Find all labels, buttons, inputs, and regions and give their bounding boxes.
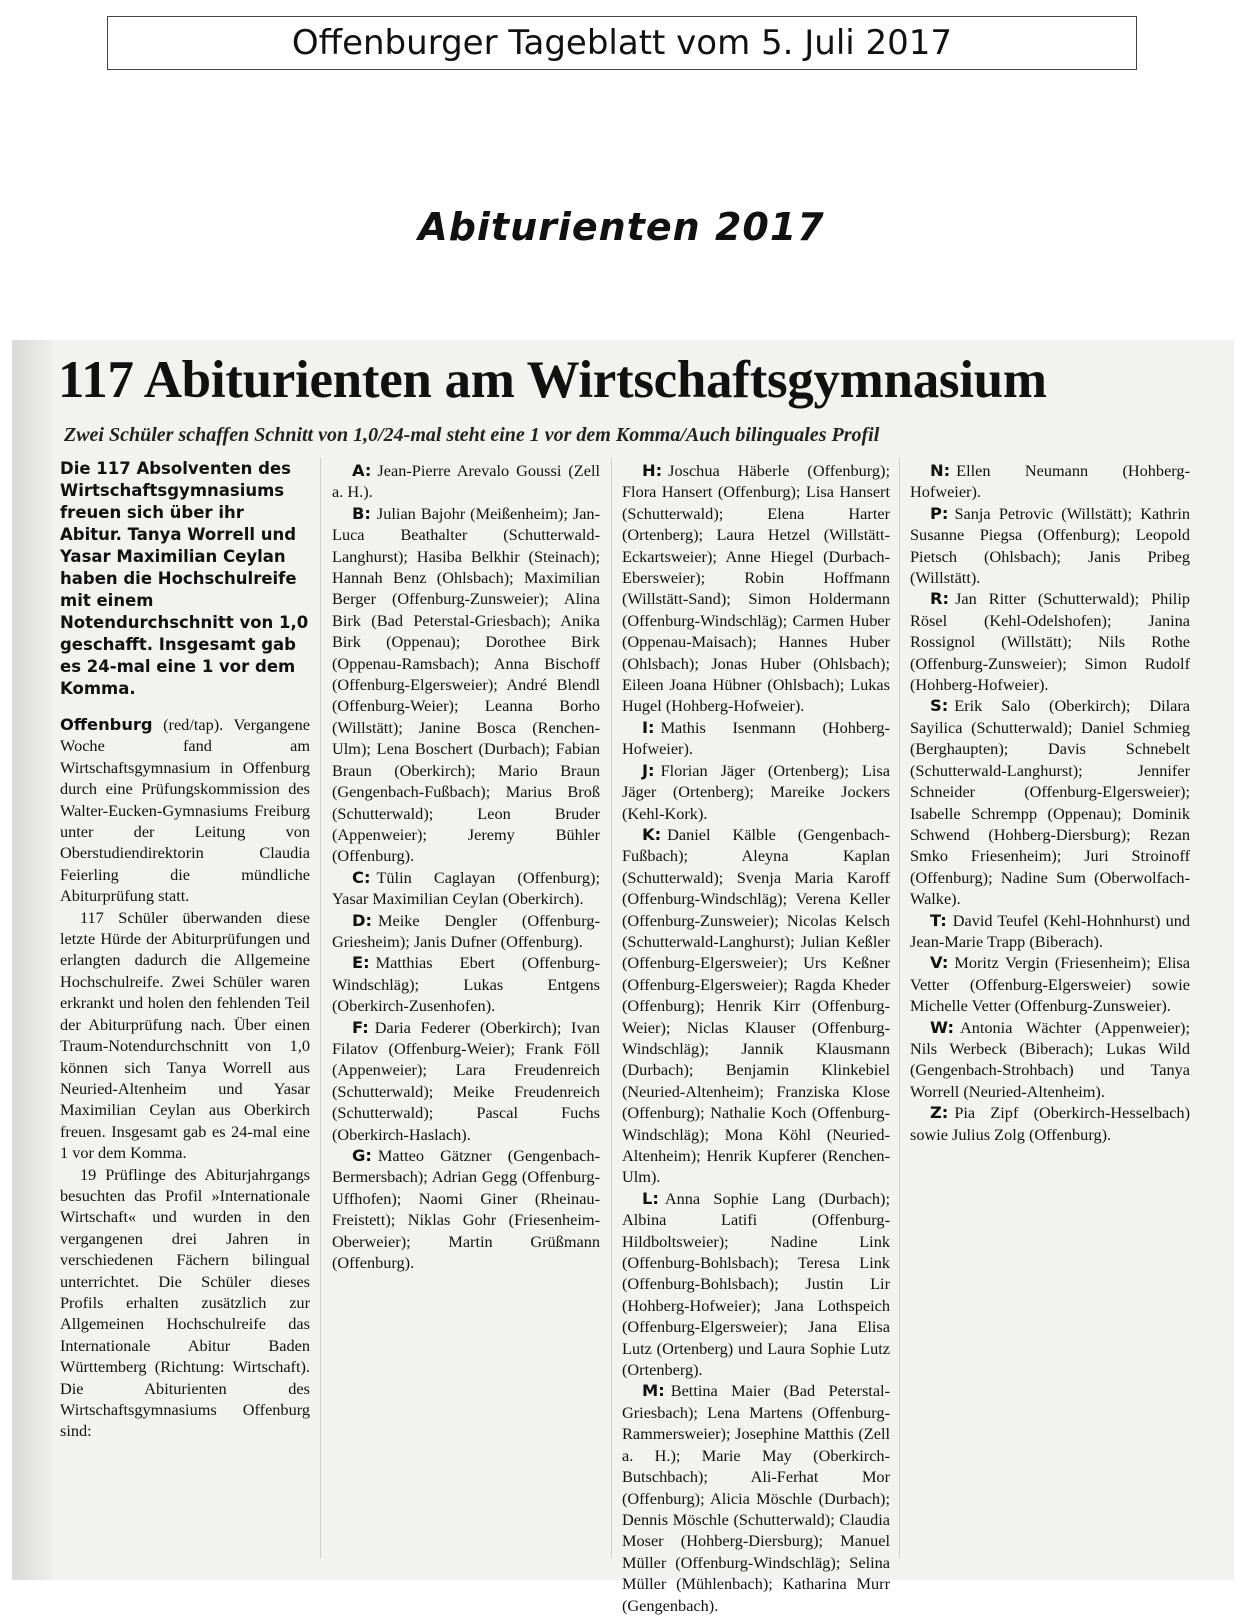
names-column-3 [622, 460, 890, 1616]
name-group-letter: F: [352, 1017, 369, 1037]
name-group-letter: N: [930, 461, 951, 480]
name-group-letter: D: [352, 910, 373, 930]
name-group-h [622, 460, 890, 717]
name-group-text: Jan Ritter (Schutterwald); Philip Rösel (Kehl-Odelshofen); Janina Rossignol (Willstätt); Nils Rothe (Offenburg-Zunsweier); Simon Rudolf (Hohberg-Hofweier). [910, 589, 1190, 695]
name-group-w [910, 1017, 1190, 1103]
name-group-t [910, 910, 1190, 953]
article-headline: 117 Abiturienten am Wirtschaftsgymnasium [58, 351, 1047, 409]
name-group-text: Anna Sophie Lang (Durbach); Albina Latifi (Offenburg-Hildboltsweier); Nadine Link (Offenburg-Bohlsbach); Teresa Link (Offenburg-Bohlsbach); Justin Lir (Hohberg-Hofweier); Jana Lothspeich (Offenburg-Elgersweier); Jana Elisa Lutz (Ortenberg) und Laura Sophie Lutz (Ortenberg). [622, 1188, 890, 1380]
name-group-text: Antonia Wächter (Appenweier); Nils Werbeck (Biberach); Lukas Wild (Gengenbach-Strohbach) und Tanya Worrell (Neuried-Altenheim). [910, 1017, 1190, 1101]
name-group-letter: S: [930, 696, 949, 716]
name-group-l [622, 1188, 890, 1381]
name-group-letter: M: [642, 1381, 665, 1401]
name-group-text: David Teufel (Kehl-Hohnhurst) und Jean-Marie Trapp (Biberach). [910, 910, 1190, 951]
name-group-letter: V: [930, 953, 949, 973]
name-group-text: Erik Salo (Oberkirch); Dilara Sayilica (Schutterwald); Daniel Schmieg (Berghaupten); Davis Schnebelt (Schutterwald-Langhurst); Jennifer Schneider (Offenburg-Elgersweier); Isabelle Schrempp (Oppenau); Dominik Schwend (Hohberg-Diersburg); Rezan Smko Friesenheim); Juri Stroinoff (Offenburg); Nadine Sum (Oberwolfach-Walke). [910, 696, 1190, 909]
name-group-g [332, 1145, 600, 1273]
name-group-letter: E: [352, 953, 370, 973]
name-group-text: Matthias Ebert (Offenburg-Windschläg); Lukas Entgens (Oberkirch-Zusenhofen). [332, 953, 600, 1016]
column-rule [320, 458, 321, 1558]
name-group-text: Meike Dengler (Offenburg-Griesheim); Janis Dufner (Offenburg). [332, 910, 600, 951]
name-group-s [910, 695, 1190, 909]
name-group-a [332, 460, 600, 503]
name-group-letter: B: [352, 503, 371, 523]
name-group-letter: A: [352, 461, 372, 480]
name-group-letter: C: [352, 867, 371, 887]
name-group-text: Bettina Maier (Bad Peterstal-Griesbach); Lena Martens (Offenburg-Rammersweier); Josephine Matthis (Zell a. H.); Marie May (Oberkirch-Butschbach); Ali-Ferhat Mor (Offenburg); Alicia Möschle (Durbach); Dennis Möschle (Schutterwald); Claudia Moser (Hohberg-Diersburg); Manuel Müller (Offenburg-Windschläg); Selina Müller (Mühlenbach); Katharina Murr (Gengenbach). [622, 1381, 890, 1615]
article-paragraph: 19 Prüflinge des Abiturjahrgangs besuchten das Profil »Internationale Wirtschaft« und wurden in den vergangenen drei Jahren in verschiedenen Fächern bilingual unterrichtet. Die Schüler dieses Profils erhalten zusätzlich zur Allgemeinen Hochschulreife das Internationale Abitur Baden Württemberg (Richtung: Wirtschaft). Die Abiturienten des Wirtschaftsgymnasiums Offenburg sind: [60, 1164, 310, 1441]
names-column-2 [332, 460, 600, 1273]
name-group-text: Ellen Neumann (Hohberg-Hofweier). [910, 461, 1190, 502]
article-dateline: Offenburg [60, 715, 153, 734]
name-group-letter: W: [930, 1017, 954, 1037]
name-group-i [622, 717, 890, 760]
name-group-letter: G: [352, 1146, 372, 1165]
name-group-j [622, 760, 890, 824]
name-group-letter: L: [642, 1188, 659, 1208]
name-group-p [910, 503, 1190, 589]
name-group-v [910, 952, 1190, 1016]
name-group-c [332, 867, 600, 910]
name-group-text: Mathis Isenmann (Hohberg-Hofweier). [622, 717, 890, 759]
name-group-d [332, 910, 600, 953]
name-group-text: Julian Bajohr (Meißenheim); Jan-Luca Beathalter (Schutterwald-Langhurst); Hasiba Belkhir (Steinach); Hannah Benz (Ohlsbach); Maximilian Berger (Offenburg-Zunsweier); Alina Birk (Bad Peterstal-Griesbach); Anika Birk (Oppenau); Dorothee Birk (Oppenau-Ramsbach); Anna Bischoff (Offenburg-Elgersweier); André Blendl (Offenburg-Weier); Leanna Borho (Willstätt); Janine Bosca (Renchen-Ulm); Lena Boschert (Durbach); Fabian Braun (Oberkirch); Mario Braun (Gengenbach-Fußbach); Marius Broß (Schutterwald); Leon Bruder (Appenweier); Jeremy Bühler (Offenburg). [332, 503, 600, 866]
name-group-text: Sanja Petrovic (Willstätt); Kathrin Susanne Piegsa (Offenburg); Leopold Pietsch (Ohlsbach); Janis Pribeg (Willstätt). [910, 503, 1190, 588]
name-group-r [910, 588, 1190, 695]
article-lead: Die 117 Absolventen des Wirtschaftsgymnasiums freuen sich über ihr Abitur. Tanya Worrell und Yasar Maximilian Ceylan haben die Hochschulreife mit einem Notendurchschnitt von 1,0 geschafft. Insgesamt gab es 24-mal eine 1 vor dem Komma. [60, 459, 309, 698]
article-paragraph: 117 Schüler überwanden diese letzte Hürde der Abiturprüfungen und erlangten dadurch die Allgemeine Hochschulreife. Zwei Schüler waren erkrankt und holen den fehlenden Teil der Abiturprüfung nach. Über einen Traum-Notendurchschnitt von 1,0 können sich Tanya Worrell aus Neuried-Altenheim und Yasar Maximilian Ceylan aus Oberkirch freuen. Insgesamt gab es 24-mal eine 1 vor dem Komma. [60, 907, 310, 1163]
column-rule [899, 458, 900, 1558]
name-group-text: Jean-Pierre Arevalo Goussi (Zell a. H.). [332, 461, 600, 502]
newspaper-source-header: Offenburger Tageblatt vom 5. Juli 2017 [107, 16, 1137, 70]
article-column-1 [60, 458, 310, 1442]
name-group-text: Tülin Caglayan (Offenburg); Yasar Maximilian Ceylan (Oberkirch). [332, 867, 600, 909]
name-group-letter: K: [642, 824, 662, 844]
name-group-letter: H: [642, 461, 663, 480]
name-group-text: Daria Federer (Oberkirch); Ivan Filatov (Offenburg-Weier); Frank Föll (Appenweier); Lara Freudenreich (Schutterwald); Meike Freudenreich (Schutterwald); Pascal Fuchs (Oberkirch-Haslach). [332, 1017, 600, 1144]
article-paragraph-text: (red/tap). Vergangene Woche fand am Wirtschaftsgymnasium in Offenburg durch eine Prüfungskommission des Walter-Eucken-Gymnasiums Freiburg unter der Leitung von Oberstudiendirektorin Claudia Feierling die mündliche Abiturprüfung statt. [60, 715, 310, 906]
name-group-text: Joschua Häberle (Offenburg); Flora Hansert (Offenburg); Lisa Hansert (Schutterwald); Elena Harter (Ortenberg); Laura Hetzel (Willstätt-Eckartsweier); Anne Hiegel (Durbach-Ebersweier); Robin Hoffmann (Willstätt-Sand); Simon Holdermann (Offenburg-Windschläg); Carmen Huber (Oppenau-Maisach); Hannes Huber (Ohlsbach); Jonas Huber (Ohlsbach); Eileen Joana Hübner (Ohlsbach); Lukas Hugel (Hohberg-Hofweier). [622, 461, 890, 716]
column-rule [611, 458, 612, 1558]
article-paragraph [60, 714, 310, 907]
name-group-m [622, 1380, 890, 1615]
name-group-n [910, 460, 1190, 503]
newspaper-clipping [12, 340, 1234, 1615]
name-group-b [332, 503, 600, 867]
name-group-z [910, 1102, 1190, 1145]
name-group-text: Moritz Vergin (Friesenheim); Elisa Vetter (Offenburg-Elgersweier) sowie Michelle Vetter (Offenburg-Zunsweier). [910, 953, 1190, 1016]
name-group-letter: R: [930, 589, 950, 609]
name-group-letter: P: [930, 503, 949, 523]
name-group-text: Pia Zipf (Oberkirch-Hesselbach) sowie Julius Zolg (Offenburg). [910, 1103, 1190, 1144]
name-group-letter: T: [930, 910, 947, 930]
name-group-text: Daniel Kälble (Gengenbach-Fußbach); Aleyna Kaplan (Schutterwald); Svenja Maria Karoff (Offenburg-Windschläg); Verena Keller (Offenburg-Zunsweier); Nicolas Kelsch (Schutterwald-Langhurst); Julian Keßler (Offenburg-Elgersweier); Urs Keßner (Offenburg-Elgersweier); Ragda Kheder (Offenburg); Henrik Kirr (Offenburg-Weier); Niclas Klauser (Offenburg-Windschläg); Jannik Klausmann (Durbach); Benjamin Klinkebiel (Neuried-Altenheim); Franziska Klose (Offenburg); Nathalie Koch (Offenburg-Windschläg); Mona Köhl (Neuried-Altenheim); Henrik Kupferer (Renchen-Ulm). [622, 824, 890, 1187]
names-column-4 [910, 460, 1190, 1145]
name-group-k [622, 824, 890, 1188]
name-group-f [332, 1017, 600, 1145]
article-subheadline: Zwei Schüler schaffen Schnitt von 1,0/24-mal steht eine 1 vor dem Komma/Auch bilinguales Profil [64, 424, 880, 446]
name-group-letter: J: [642, 760, 655, 780]
name-group-letter: Z: [930, 1103, 949, 1123]
topic-title: Abiturienten 2017 [418, 205, 825, 249]
name-group-e [332, 952, 600, 1016]
name-group-text: Florian Jäger (Ortenberg); Lisa Jäger (Ortenberg); Mareike Jockers (Kehl-Kork). [622, 760, 890, 823]
name-group-text: Matteo Gätzner (Gengenbach-Bermersbach); Adrian Gegg (Offenburg-Uffhofen); Naomi Giner (Rheinau-Freistett); Niklas Gohr (Friesenheim-Oberweier); Martin Grüßmann (Offenburg). [332, 1146, 600, 1273]
name-group-letter: I: [642, 717, 655, 737]
